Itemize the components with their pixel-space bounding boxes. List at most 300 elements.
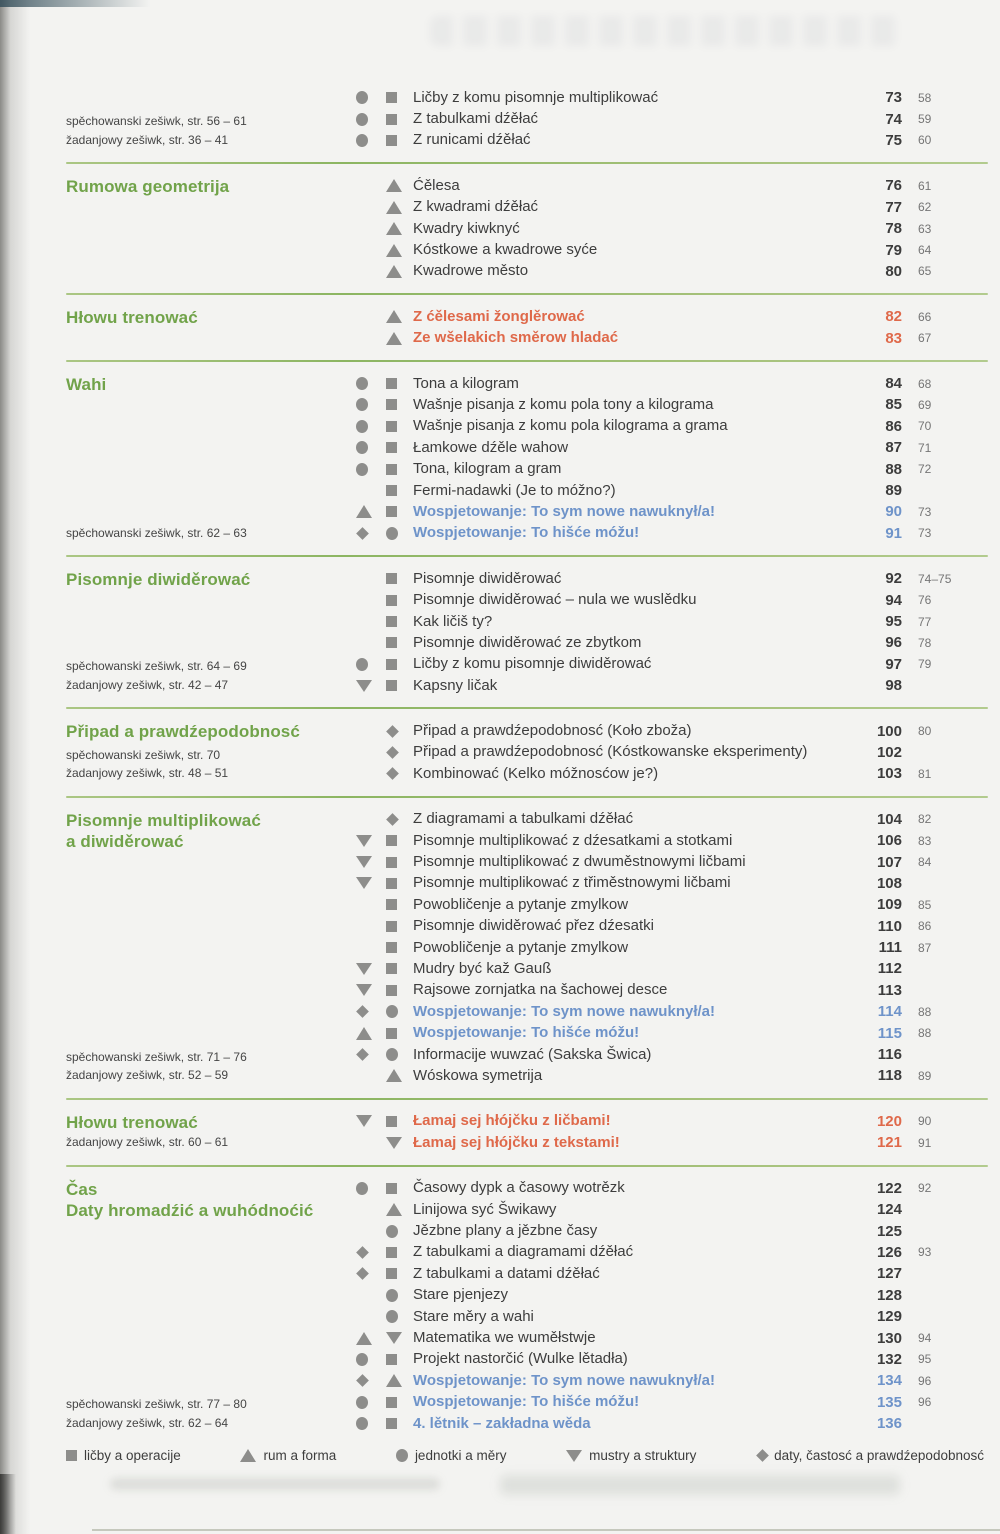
entry-title: Łamkowe dźěle wahow — [413, 438, 569, 456]
page-number: 136 — [876, 1415, 902, 1433]
workbook-page-number: 91 — [918, 1135, 932, 1150]
icon-slot-2 — [386, 222, 413, 235]
triangle-down-icon — [356, 984, 372, 996]
circle-icon — [356, 398, 368, 411]
icon-slot-2 — [386, 748, 413, 757]
toc-row — [356, 130, 988, 151]
icon-slot-1 — [356, 877, 386, 889]
icon-slot-1 — [356, 963, 386, 975]
page-number: 110 — [877, 917, 902, 935]
toc-row — [356, 1001, 988, 1022]
workbook-page-number: 76 — [918, 593, 932, 608]
workbook-page-number: 89 — [918, 1068, 932, 1083]
icon-slot-1 — [356, 113, 386, 126]
legend-label: rum a forma — [263, 1448, 337, 1463]
workbook-page-number: 88 — [918, 1026, 932, 1041]
page-number: 92 — [885, 570, 902, 588]
icon-slot-1 — [356, 1182, 386, 1195]
icon-slot-2 — [386, 942, 413, 953]
toc-row — [356, 1199, 988, 1220]
page-number: 129 — [876, 1308, 902, 1326]
icon-slot-2 — [386, 727, 413, 736]
icon-slot-1 — [356, 134, 386, 147]
entry-title: Kak ličiš ty? — [413, 612, 493, 630]
page-number: 89 — [885, 482, 902, 500]
icon-slot-2 — [386, 1268, 413, 1279]
entry-title: Kóstkowe a kwadrowe syće — [413, 241, 598, 259]
triangle-up-icon — [386, 201, 402, 214]
workbook-page-number: 73 — [918, 526, 932, 541]
triangle-up-icon — [386, 265, 402, 278]
toc-row — [356, 1413, 988, 1434]
page-number: 113 — [877, 981, 902, 999]
square-icon — [386, 637, 397, 648]
workbook-note: žadanjowy zešiwk, str. 60 – 61 — [66, 1135, 229, 1150]
entry-title: Matematika we wuměłstwje — [413, 1329, 596, 1347]
icon-slot-2 — [386, 442, 413, 453]
toc-section — [66, 303, 988, 352]
workbook-page-number: 59 — [918, 112, 932, 127]
workbook-page-number: 72 — [918, 462, 932, 477]
section-rows — [356, 1111, 988, 1154]
icon-slot-2 — [386, 1116, 413, 1127]
icon-slot-2 — [386, 332, 413, 345]
workbook-notes — [66, 1395, 356, 1434]
toc-row — [356, 480, 988, 501]
triangle-up-icon — [240, 1449, 256, 1462]
entry-title: Wospjetowanje: To hišće móžu! — [413, 1393, 640, 1411]
workbook-notes — [66, 1048, 356, 1087]
square-icon — [386, 1028, 397, 1039]
section-left-column — [66, 306, 356, 349]
page-number: 128 — [876, 1286, 902, 1304]
section-header — [66, 1178, 356, 1222]
workbook-page-number: 93 — [918, 1245, 932, 1260]
icon-slot-2 — [386, 464, 413, 475]
workbook-page-number: 63 — [918, 221, 932, 236]
workbook-page-number: 87 — [918, 940, 932, 955]
icon-slot-2 — [386, 265, 413, 278]
page-number: 97 — [885, 655, 902, 673]
circle-icon — [356, 134, 368, 147]
section-header — [66, 720, 356, 743]
toc-row — [356, 437, 988, 458]
section-divider — [66, 360, 988, 362]
icon-slot-2 — [386, 1397, 413, 1408]
toc-row — [356, 1065, 988, 1086]
toc-row — [356, 261, 988, 282]
page-number: 124 — [876, 1201, 902, 1219]
toc-row — [356, 416, 988, 437]
workbook-page-number: 58 — [918, 90, 932, 105]
icon-slot-1 — [356, 505, 386, 518]
entry-title: Wóskowa symetrija — [413, 1066, 543, 1084]
page-number: 100 — [876, 722, 902, 740]
diamond-icon — [386, 767, 399, 780]
section-header — [66, 373, 356, 396]
workbook-page-number: 74–75 — [918, 571, 952, 586]
icon-slot-2 — [386, 1048, 413, 1061]
icon-slot-2 — [386, 1332, 413, 1344]
icon-slot-2 — [386, 378, 413, 389]
page-number: 121 — [876, 1134, 902, 1152]
toc-row — [356, 1044, 988, 1065]
diamond-icon — [356, 1374, 369, 1387]
square-icon — [386, 1268, 397, 1279]
icon-slot-2 — [386, 1418, 413, 1429]
section-title: a diwiděrować — [66, 832, 184, 852]
section-title: Daty hromadźić a wuhódnoćić — [66, 1201, 314, 1221]
icon-slot-2 — [386, 1289, 413, 1302]
square-icon — [386, 1183, 397, 1194]
toc-section — [66, 1175, 988, 1438]
icon-slot-2 — [386, 506, 413, 517]
page-number: 116 — [877, 1046, 902, 1064]
section-title: Wahi — [66, 374, 107, 394]
page-number: 103 — [876, 765, 902, 783]
workbook-notes — [66, 347, 356, 349]
toc-row — [356, 373, 988, 394]
toc-row — [356, 980, 988, 1001]
icon-slot-1 — [356, 1332, 386, 1345]
section-title: Čas — [66, 1179, 98, 1199]
legend-label: daty, častosć a prawdźepodobnosć — [774, 1448, 984, 1463]
icon-slot-1 — [356, 420, 386, 433]
icon-slot-2 — [386, 573, 413, 584]
icon-slot-2 — [386, 135, 413, 146]
section-title: Pisomnje diwiděrować — [66, 570, 251, 590]
section-rows — [356, 175, 988, 282]
entry-title: Ze wšelakich směrow hladać — [413, 329, 619, 347]
triangle-up-icon — [386, 1374, 402, 1387]
entry-title: Tona, kilogram a gram — [413, 460, 562, 478]
icon-slot-1 — [356, 835, 386, 847]
triangle-down-icon — [356, 877, 372, 889]
page-number: 94 — [885, 591, 902, 609]
page-number: 91 — [885, 524, 902, 542]
icon-slot-2 — [386, 616, 413, 627]
icon-slot-1 — [356, 398, 386, 411]
icon-slot-1 — [356, 1353, 386, 1366]
workbook-note: spěchowanski zešiwk, str. 56 – 61 — [66, 114, 247, 129]
triangle-down-icon — [386, 1332, 402, 1344]
square-icon — [386, 1247, 397, 1258]
diamond-icon — [386, 813, 399, 826]
circle-icon — [356, 1417, 368, 1430]
toc-section — [66, 806, 988, 1090]
square-icon — [386, 659, 397, 670]
circle-icon — [356, 1396, 368, 1409]
entry-title: 4. lětnik – zakładna wěda — [413, 1414, 591, 1432]
section-divider — [66, 555, 988, 557]
page-number: 107 — [876, 853, 902, 871]
circle-icon — [396, 1449, 408, 1462]
section-left-column — [66, 373, 356, 544]
toc-row — [356, 809, 988, 830]
triangle-up-icon — [386, 244, 402, 257]
diamond-icon — [356, 1005, 369, 1018]
icon-slot-1 — [356, 658, 386, 671]
entry-title: Powobličenje a pytanje zmylkow — [413, 895, 629, 913]
workbook-notes — [66, 524, 356, 545]
icon-slot-2 — [386, 421, 413, 432]
workbook-page-number: 86 — [918, 919, 932, 934]
triangle-up-icon — [356, 1027, 372, 1040]
icon-slot-2 — [386, 527, 413, 540]
icon-slot-1 — [356, 1050, 386, 1059]
triangle-up-icon — [386, 1203, 402, 1216]
workbook-note: žadanjowy zešiwk, str. 36 – 41 — [66, 132, 229, 147]
toc-row — [356, 873, 988, 894]
icon-slot-1 — [356, 1007, 386, 1016]
square-icon — [386, 399, 397, 410]
entry-title: Stare pjenjezy — [413, 1286, 509, 1304]
page-number: 132 — [876, 1350, 902, 1368]
entry-title: Z tabulkami dźěłać — [413, 110, 539, 128]
page-number: 95 — [885, 613, 902, 630]
icon-slot-2 — [386, 201, 413, 214]
toc-row — [356, 197, 988, 218]
toc-row — [356, 394, 988, 415]
page-number: 112 — [877, 960, 902, 978]
entry-title: Linijowa syć Šwikawy — [413, 1200, 557, 1218]
triangle-up-icon — [386, 179, 402, 192]
workbook-page-number: 88 — [918, 1004, 932, 1019]
page-number: 84 — [885, 375, 902, 393]
workbook-page-number: 94 — [918, 1331, 932, 1346]
toc-row — [356, 87, 988, 108]
icon-slot-1 — [356, 984, 386, 996]
workbook-page-number: 95 — [918, 1352, 932, 1367]
square-icon — [386, 378, 397, 389]
workbook-page-number: 77 — [918, 614, 932, 629]
icon-slot-2 — [386, 815, 413, 824]
entry-title: Z kwadrami dźěłać — [413, 198, 539, 216]
toc-row — [356, 1327, 988, 1348]
section-title: Rumowa geometrija — [66, 177, 230, 197]
icon-slot-1 — [356, 91, 386, 104]
toc-row — [356, 1306, 988, 1327]
left-page-edge-shadow — [0, 0, 30, 1534]
square-icon — [386, 963, 397, 974]
toc-row — [356, 1178, 988, 1199]
toc-row — [356, 458, 988, 479]
circle-icon — [356, 420, 368, 433]
triangle-down-icon — [386, 1137, 402, 1149]
entry-title: Mudry być kaž Gauß — [413, 959, 552, 977]
section-left-column — [66, 1111, 356, 1154]
section-header — [66, 568, 356, 591]
toc-row — [356, 720, 988, 741]
toc-row — [356, 523, 988, 544]
circle-icon — [356, 441, 368, 454]
triangle-up-icon — [386, 310, 402, 323]
section-rows — [356, 809, 988, 1087]
icon-slot-1 — [356, 856, 386, 868]
toc-row — [356, 328, 988, 349]
square-icon — [386, 985, 397, 996]
square-icon — [386, 835, 397, 846]
circle-icon — [356, 463, 368, 476]
entry-title: Pisomnje multiplikować z třiměstnowymi ličbami — [413, 874, 731, 892]
circle-icon — [356, 113, 368, 126]
icon-slot-2 — [386, 1028, 413, 1039]
toc-row — [356, 1392, 988, 1413]
section-divider — [66, 1098, 988, 1100]
section-header — [66, 809, 356, 853]
circle-icon — [356, 91, 368, 104]
page-number: 75 — [885, 131, 902, 149]
toc-row — [356, 1349, 988, 1370]
page-number: 90 — [885, 503, 902, 521]
icon-slot-2 — [386, 963, 413, 974]
entry-title: Ćělesa — [413, 176, 460, 194]
toc-row — [356, 894, 988, 915]
icon-slot-2 — [386, 1137, 413, 1149]
entry-title: Z tabulkami a datami dźěłać — [413, 1264, 600, 1282]
toc-row — [356, 306, 988, 327]
icon-slot-2 — [386, 985, 413, 996]
toc-row — [356, 239, 988, 260]
workbook-note: spěchowanski zešiwk, str. 62 – 63 — [66, 525, 247, 540]
square-icon — [386, 135, 397, 146]
workbook-page-number: 69 — [918, 397, 932, 412]
entry-title: Z ćělesami žonglěrować — [413, 307, 585, 325]
toc-section — [66, 1108, 988, 1157]
toc-row — [356, 742, 988, 763]
section-divider — [66, 707, 988, 709]
icon-slot-2 — [386, 878, 413, 889]
page-number: 111 — [878, 939, 902, 957]
page-number: 130 — [876, 1329, 902, 1347]
legend-label: jednotki a měry — [414, 1448, 507, 1463]
square-icon — [386, 442, 397, 453]
entry-title: Pisomnje diwiděrować – nula we wuslědku — [413, 591, 697, 609]
square-icon — [386, 1418, 397, 1429]
icon-slot-2 — [386, 637, 413, 648]
icon-slot-2 — [386, 899, 413, 910]
square-icon — [386, 114, 397, 125]
diamond-icon — [356, 527, 369, 540]
page-number: 73 — [885, 89, 902, 107]
icon-slot-2 — [386, 1247, 413, 1258]
workbook-page-number: 62 — [918, 200, 932, 215]
entry-title: Pisomnje diwiděrować ze zbytkom — [413, 633, 642, 651]
page-number: 96 — [885, 634, 902, 652]
toc-row — [356, 1242, 988, 1263]
toc-row — [356, 958, 988, 979]
workbook-page-number: 73 — [918, 504, 932, 519]
workbook-notes — [66, 1133, 356, 1154]
section-header — [66, 87, 356, 88]
entry-title: Łamaj sej hłójčku z tekstami! — [413, 1133, 620, 1151]
workbook-page-number: 96 — [918, 1395, 932, 1410]
section-rows — [356, 1178, 988, 1435]
page-number: 85 — [885, 396, 902, 414]
square-icon — [386, 921, 397, 932]
legend-label: mustry a struktury — [589, 1448, 697, 1463]
bleedthrough-smudge-bottom — [500, 1475, 900, 1495]
icon-slot-2 — [386, 680, 413, 691]
section-rows — [356, 87, 988, 151]
triangle-down-icon — [356, 963, 372, 975]
page-number: 74 — [885, 110, 902, 128]
toc-row — [356, 763, 988, 784]
page-number: 109 — [876, 896, 902, 914]
icon-slot-1 — [356, 1115, 386, 1127]
triangle-down-icon — [356, 680, 372, 692]
section-header — [66, 175, 356, 198]
toc-row — [356, 675, 988, 696]
circle-icon — [386, 1310, 398, 1323]
circle-icon — [386, 1048, 398, 1061]
entry-title: Tona a kilogram — [413, 374, 519, 392]
square-icon — [386, 680, 397, 691]
entry-title: Powobličenje a pytanje zmylkow — [413, 938, 629, 956]
icon-slot-2 — [386, 921, 413, 932]
square-icon — [386, 92, 397, 103]
section-left-column — [66, 175, 356, 282]
square-icon — [66, 1450, 77, 1461]
square-icon — [386, 1354, 397, 1365]
page-number: 83 — [885, 329, 902, 347]
icon-slot-1 — [356, 377, 386, 390]
workbook-page-number: 67 — [918, 331, 932, 346]
triangle-down-icon — [356, 1115, 372, 1127]
icon-slot-2 — [386, 1225, 413, 1238]
diamond-icon — [356, 1268, 369, 1281]
workbook-page-number: 61 — [918, 178, 932, 193]
square-icon — [386, 899, 397, 910]
toc-row — [356, 851, 988, 872]
page-number: 102 — [876, 743, 902, 761]
section-title: Připad a prawdźepodobnosć — [66, 722, 300, 742]
icon-slot-1 — [356, 1248, 386, 1257]
circle-icon — [356, 1353, 368, 1366]
circle-icon — [386, 1225, 398, 1238]
icon-slot-2 — [386, 1374, 413, 1387]
workbook-notes — [66, 280, 356, 282]
icon-slot-2 — [386, 1310, 413, 1323]
icon-slot-1 — [356, 680, 386, 692]
bleedthrough-smudge-bottom — [110, 1478, 440, 1490]
triangle-up-icon — [386, 1069, 402, 1082]
icon-slot-2 — [386, 769, 413, 778]
entry-title: Łamaj sej hłójčku z ličbami! — [413, 1112, 611, 1130]
circle-icon — [386, 1005, 398, 1018]
square-icon — [386, 573, 397, 584]
toc-row — [356, 501, 988, 522]
entry-title: Projekt nastorčić (Wulke lětadła) — [413, 1350, 628, 1368]
icon-slot-2 — [386, 485, 413, 496]
section-rows — [356, 720, 988, 784]
section-title: Hłowu trenować — [66, 308, 198, 328]
icon-slot-2 — [386, 659, 413, 670]
icon-slot-2 — [386, 1183, 413, 1194]
page-number: 76 — [885, 177, 902, 195]
workbook-page-number: 96 — [918, 1373, 932, 1388]
entry-title: Kwadry kiwknyć — [413, 219, 520, 237]
legend-item — [756, 1448, 984, 1463]
section-rows — [356, 306, 988, 349]
page-number: 86 — [885, 417, 902, 435]
section-title: Hłowu trenować — [66, 1112, 198, 1132]
triangle-down-icon — [356, 835, 372, 847]
toc-row — [356, 1022, 988, 1043]
page-number: 88 — [885, 460, 902, 478]
entry-title: Wospjetowanje: To sym nowe nawuknył/a! — [413, 1371, 715, 1389]
square-icon — [386, 878, 397, 889]
